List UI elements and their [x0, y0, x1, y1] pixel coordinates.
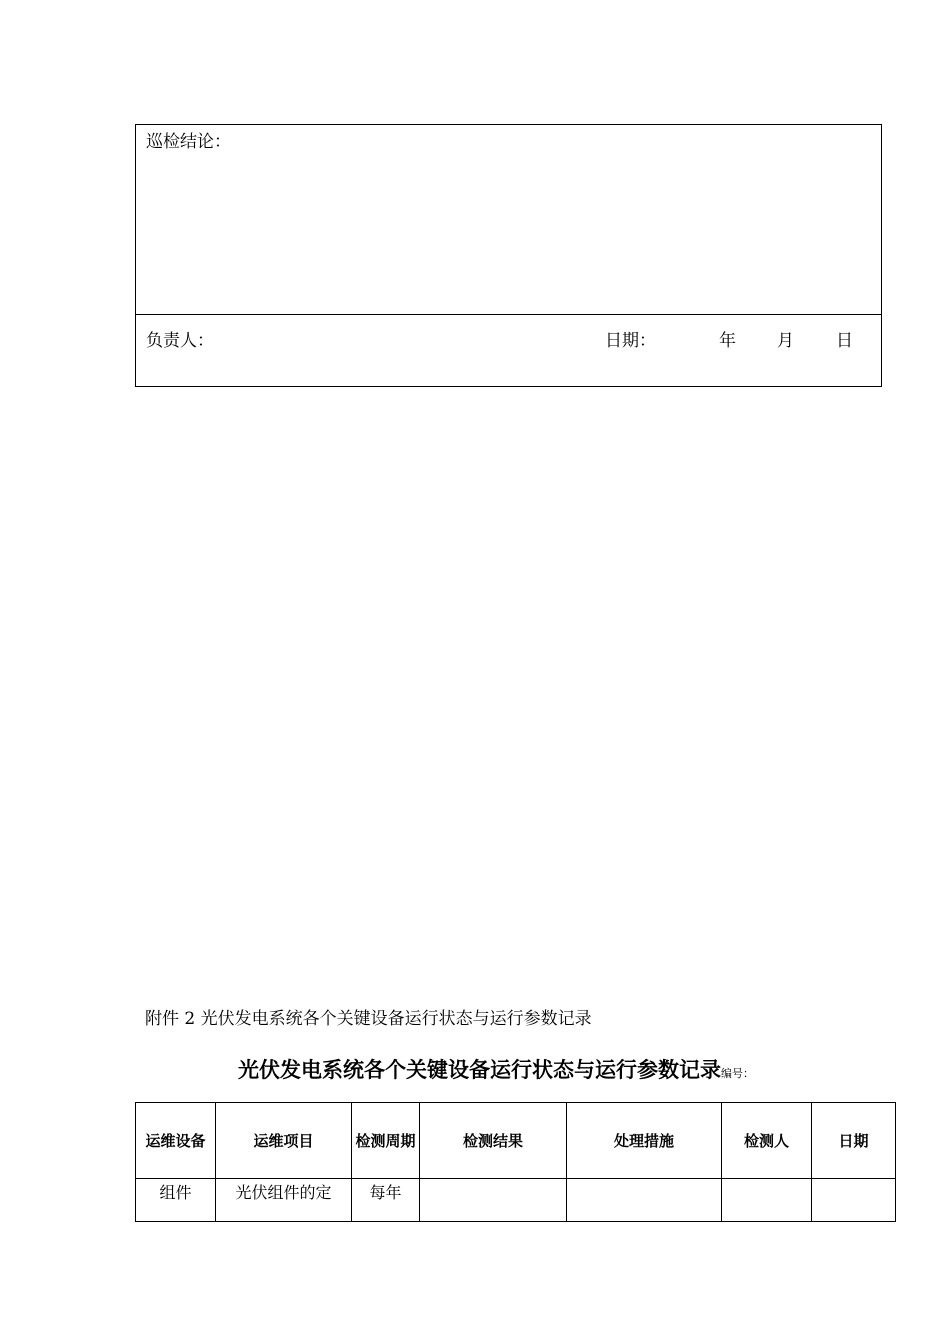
- conclusion-row: [136, 125, 881, 315]
- header-date: 日期: [812, 1103, 896, 1179]
- signature-row: [136, 315, 881, 388]
- record-title-text: 光伏发电系统各个关键设备运行状态与运行参数记录: [238, 1058, 721, 1082]
- record-number-label: 编号：: [721, 1067, 754, 1080]
- cell-cycle: 每年: [352, 1179, 420, 1222]
- table-header-row: [136, 1103, 896, 1179]
- responsible-label: 负责人：: [146, 331, 214, 351]
- date-label: 日期：: [605, 331, 656, 351]
- cell-date: [812, 1179, 896, 1222]
- cell-measures: [567, 1179, 722, 1222]
- month-label: 月: [777, 331, 794, 351]
- record-table: [135, 1102, 896, 1222]
- cell-result: [420, 1179, 567, 1222]
- cell-item: 光伏组件的定: [216, 1179, 352, 1222]
- table-row: [136, 1179, 896, 1222]
- cell-inspector: [722, 1179, 812, 1222]
- record-title: [238, 1056, 754, 1088]
- header-item: 运维项目: [216, 1103, 352, 1179]
- inspection-conclusion-box: [135, 124, 882, 387]
- conclusion-label: 巡检结论：: [146, 132, 231, 152]
- header-equipment: 运维设备: [136, 1103, 216, 1179]
- header-cycle: 检测周期: [352, 1103, 420, 1179]
- year-label: 年: [719, 331, 736, 351]
- header-measures: 处理措施: [567, 1103, 722, 1179]
- cell-equipment: 组件: [136, 1179, 216, 1222]
- day-label: 日: [836, 331, 853, 351]
- header-result: 检测结果: [420, 1103, 567, 1179]
- header-inspector: 检测人: [722, 1103, 812, 1179]
- attachment-caption: 附件 2 光伏发电系统各个关键设备运行状态与运行参数记录: [145, 1009, 592, 1029]
